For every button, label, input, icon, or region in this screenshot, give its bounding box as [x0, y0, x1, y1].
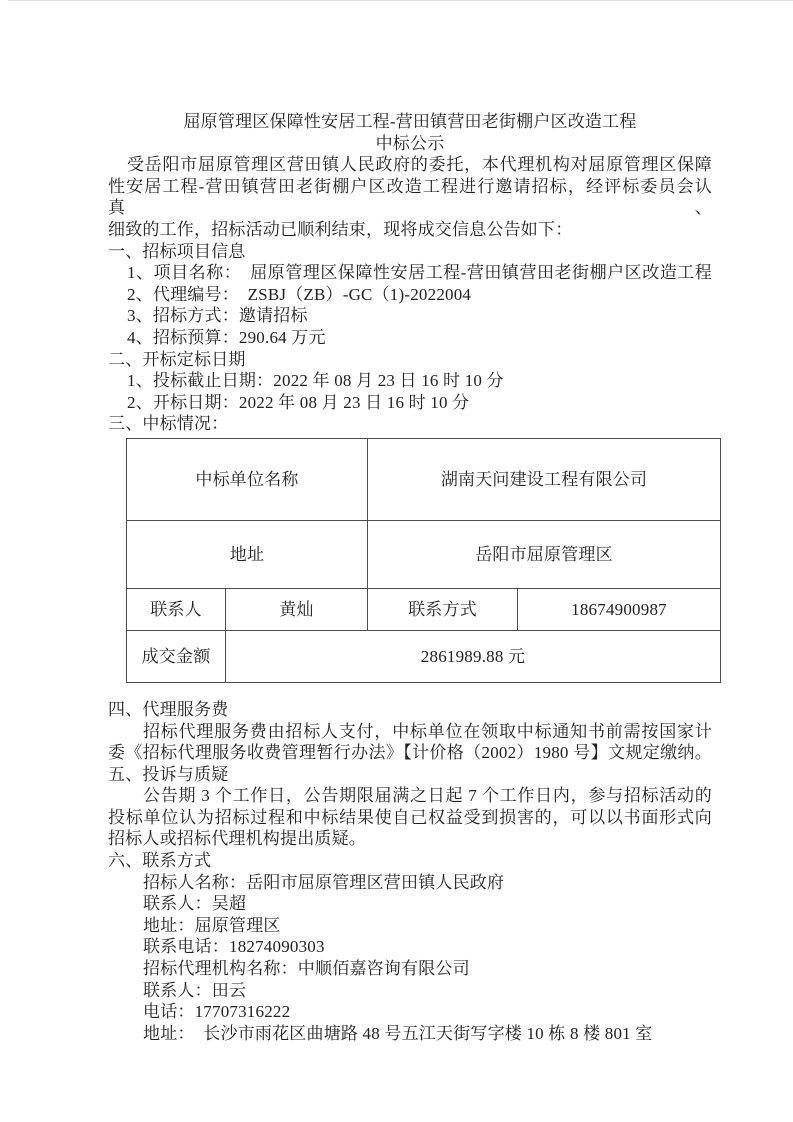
- address-label-cell: 地址: [127, 520, 368, 588]
- table-row: [127, 630, 721, 682]
- winner-label-cell: 中标单位名称: [127, 438, 368, 520]
- section1-item-project-name: 1、项目名称： 屈原管理区保障性安居工程-营田镇营田老街棚户区改造工程: [127, 263, 712, 283]
- section1-item-agency-code: 2、代理编号： ZSBJ（ZB）-GC（1)-2022004: [127, 284, 472, 304]
- section1-item-bid-method: 3、招标方式：邀请招标: [127, 306, 308, 326]
- section4-line: 招标代理服务费由招标人支付，中标单位在领取中标通知书前需按国家计: [143, 721, 712, 741]
- award-table: [126, 438, 721, 683]
- section2-item-deadline: 1、投标截止日期：2022 年 08 月 23 日 16 时 10 分: [127, 371, 504, 391]
- amount-label-cell: 成交金额: [127, 630, 226, 682]
- table-row: [127, 438, 721, 520]
- intro-line: 细致的工作，招标活动已顺利结束，现将成交信息公告如下：: [108, 219, 573, 239]
- section5-line: 公告期 3 个工作日，公告期限届满之日起 7 个工作日内，参与招标活动的: [143, 786, 712, 806]
- phone-label-cell: 联系方式: [368, 588, 518, 630]
- section2-item-opening-date: 2、开标日期：2022 年 08 月 23 日 16 时 10 分: [127, 392, 470, 412]
- contact-label-cell: 联系人: [127, 588, 226, 630]
- section6-item-agency-address: 地址： 长沙市雨花区曲塘路 48 号五江天街写字楼 10 栋 8 楼 801 室: [143, 1023, 653, 1043]
- section2-heading: 二、开标定标日期: [108, 349, 246, 369]
- address-value-cell: 岳阳市屈原管理区: [368, 520, 721, 588]
- section6-item-agency-contact: 联系人：田云: [143, 980, 247, 1000]
- section6-item-agency-phone: 电话：17707316222: [143, 1002, 291, 1022]
- section6-item-agency-name: 招标代理机构名称：中顺佰嘉咨询有限公司: [143, 959, 470, 979]
- section4-line: 委《招标代理服务收费管理暂行办法》【计价格（2002）1980 号】文规定缴纳。: [108, 743, 712, 763]
- table-row: [127, 520, 721, 588]
- section5-line: 投标单位认为招标过程和中标结果使自己权益受到损害的，可以以书面形式向: [108, 807, 712, 827]
- section6-heading: 六、联系方式: [108, 851, 212, 871]
- contact-value-cell: 黄灿: [226, 588, 368, 630]
- page-title: 屈原管理区保障性安居工程-营田镇营田老街棚户区改造工程: [183, 112, 637, 131]
- intro-line: 性安居工程-营田镇营田老街棚户区改造工程进行邀请招标，经评标委员会认真、: [108, 176, 712, 218]
- section4-heading: 四、代理服务费: [108, 699, 229, 719]
- phone-value-cell: 18674900987: [518, 588, 721, 630]
- page-top-edge: [8, 0, 793, 1]
- section6-item-tenderer-contact: 联系人：吴超: [143, 894, 247, 914]
- section1-heading: 一、招标项目信息: [108, 241, 246, 261]
- section5-heading: 五、投诉与质疑: [108, 764, 229, 784]
- section3-heading: 三、中标情况：: [108, 414, 229, 434]
- section5-line: 招标人或招标代理机构提出质疑。: [108, 829, 366, 849]
- page-subtitle: 中标公示: [375, 133, 445, 153]
- winner-value-cell: 湖南天问建设工程有限公司: [368, 438, 721, 520]
- section6-item-tenderer-address: 地址：屈原管理区: [143, 915, 281, 935]
- announcement-document: [108, 111, 712, 1044]
- section1-item-budget: 4、招标预算：290.64 万元: [127, 327, 326, 347]
- intro-line: 受岳阳市屈原管理区营田镇人民政府的委托，本代理机构对屈原管理区保障: [127, 155, 712, 175]
- table-row: [127, 588, 721, 630]
- section6-item-tenderer-name: 招标人名称：岳阳市屈原管理区营田镇人民政府: [143, 872, 505, 892]
- amount-value-cell: 2861989.88 元: [226, 630, 721, 682]
- section6-item-tenderer-phone: 联系电话：18274090303: [143, 937, 325, 957]
